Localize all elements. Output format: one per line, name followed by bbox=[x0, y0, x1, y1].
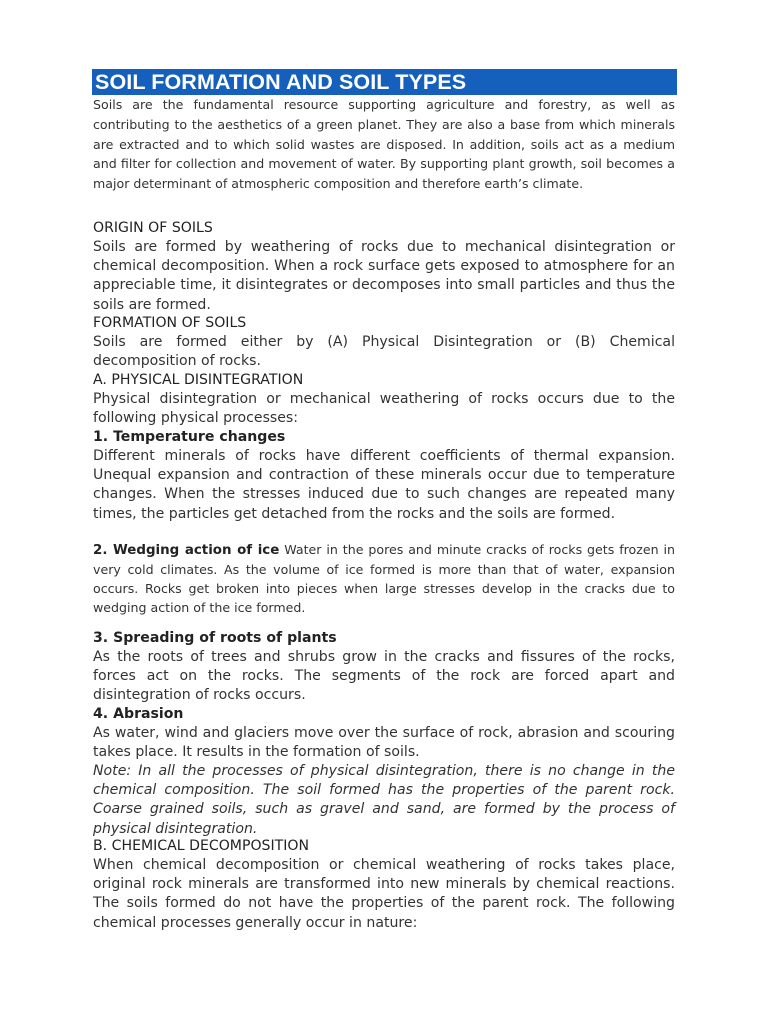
temperature-paragraph: Different minerals of rocks have different coefficients of thermal expansion. Unequal expansion and contraction of these minerals occur due to temperature changes. When the stresses induced due to such changes are repeated many times, the particles get detached from the rocks and the soils are formed. bbox=[93, 448, 675, 522]
page-title: SOIL FORMATION AND SOIL TYPES bbox=[95, 70, 467, 94]
abrasion-note: Note: In all the processes of physical disintegration, there is no change in the chemical composition. The soil formed has the properties of the parent rock. Coarse grained soils, such as gravel and sand, are formed by the process of physical disintegration. bbox=[93, 763, 675, 837]
intro-paragraph: Soils are the fundamental resource supporting agriculture and forestry, as well as contributing to the aesthetics of a green planet. They are also a base from which minerals are extracted and to which solid wastes are disposed. In addition, soils act as a medium and filter for collection and movement of water. By supporting plant growth, soil becomes a major determinant of atmospheric composition and therefore earth’s climate. bbox=[93, 97, 675, 192]
origin-paragraph: Soils are formed by weathering of rocks due to mechanical disintegration or chemical decomposition. When a rock surface gets exposed to atmosphere for an appreciable time, it disintegrates or decomposes into small particles and thus the soils are formed. bbox=[93, 239, 675, 313]
wedging-paragraph bbox=[93, 540, 675, 617]
physical-heading: A. PHYSICAL DISINTEGRATION bbox=[93, 372, 304, 388]
formation-paragraph: Soils are formed either by (A) Physical Disintegration or (B) Chemical decomposition of rocks. bbox=[93, 334, 675, 370]
roots-paragraph: As the roots of trees and shrubs grow in the cracks and fissures of the rocks, forces act on the rocks. The segments of the rock are forced apart and disintegration of rocks occurs. bbox=[93, 649, 675, 704]
temperature-heading: 1. Temperature changes bbox=[93, 429, 286, 445]
chemical-heading: B. CHEMICAL DECOMPOSITION bbox=[93, 838, 310, 854]
origin-heading: ORIGIN OF SOILS bbox=[93, 220, 213, 236]
title-bar bbox=[92, 69, 677, 95]
physical-paragraph: Physical disintegration or mechanical weathering of rocks occurs due to the following physical processes: bbox=[93, 391, 675, 427]
abrasion-heading: 4. Abrasion bbox=[93, 706, 184, 722]
wedging-heading: 2. Wedging action of ice bbox=[93, 543, 280, 558]
wedging-text: Water in the pores and minute cracks of rocks gets frozen in very cold climates. As the volume of ice formed is more than that of water, expansion occurs. Rocks get broken into pieces when large stresses develop in the cracks due to wedging action of the ice formed. bbox=[93, 542, 675, 615]
abrasion-paragraph: As water, wind and glaciers move over the surface of rock, abrasion and scouring takes place. It results in the formation of soils. bbox=[93, 725, 675, 761]
chemical-paragraph: When chemical decomposition or chemical weathering of rocks takes place, original rock minerals are transformed into new minerals by chemical reactions. The soils formed do not have the properties of the parent rock. The following chemical processes generally occur in nature: bbox=[93, 857, 675, 931]
roots-heading: 3. Spreading of roots of plants bbox=[93, 630, 337, 646]
formation-heading: FORMATION OF SOILS bbox=[93, 315, 247, 331]
